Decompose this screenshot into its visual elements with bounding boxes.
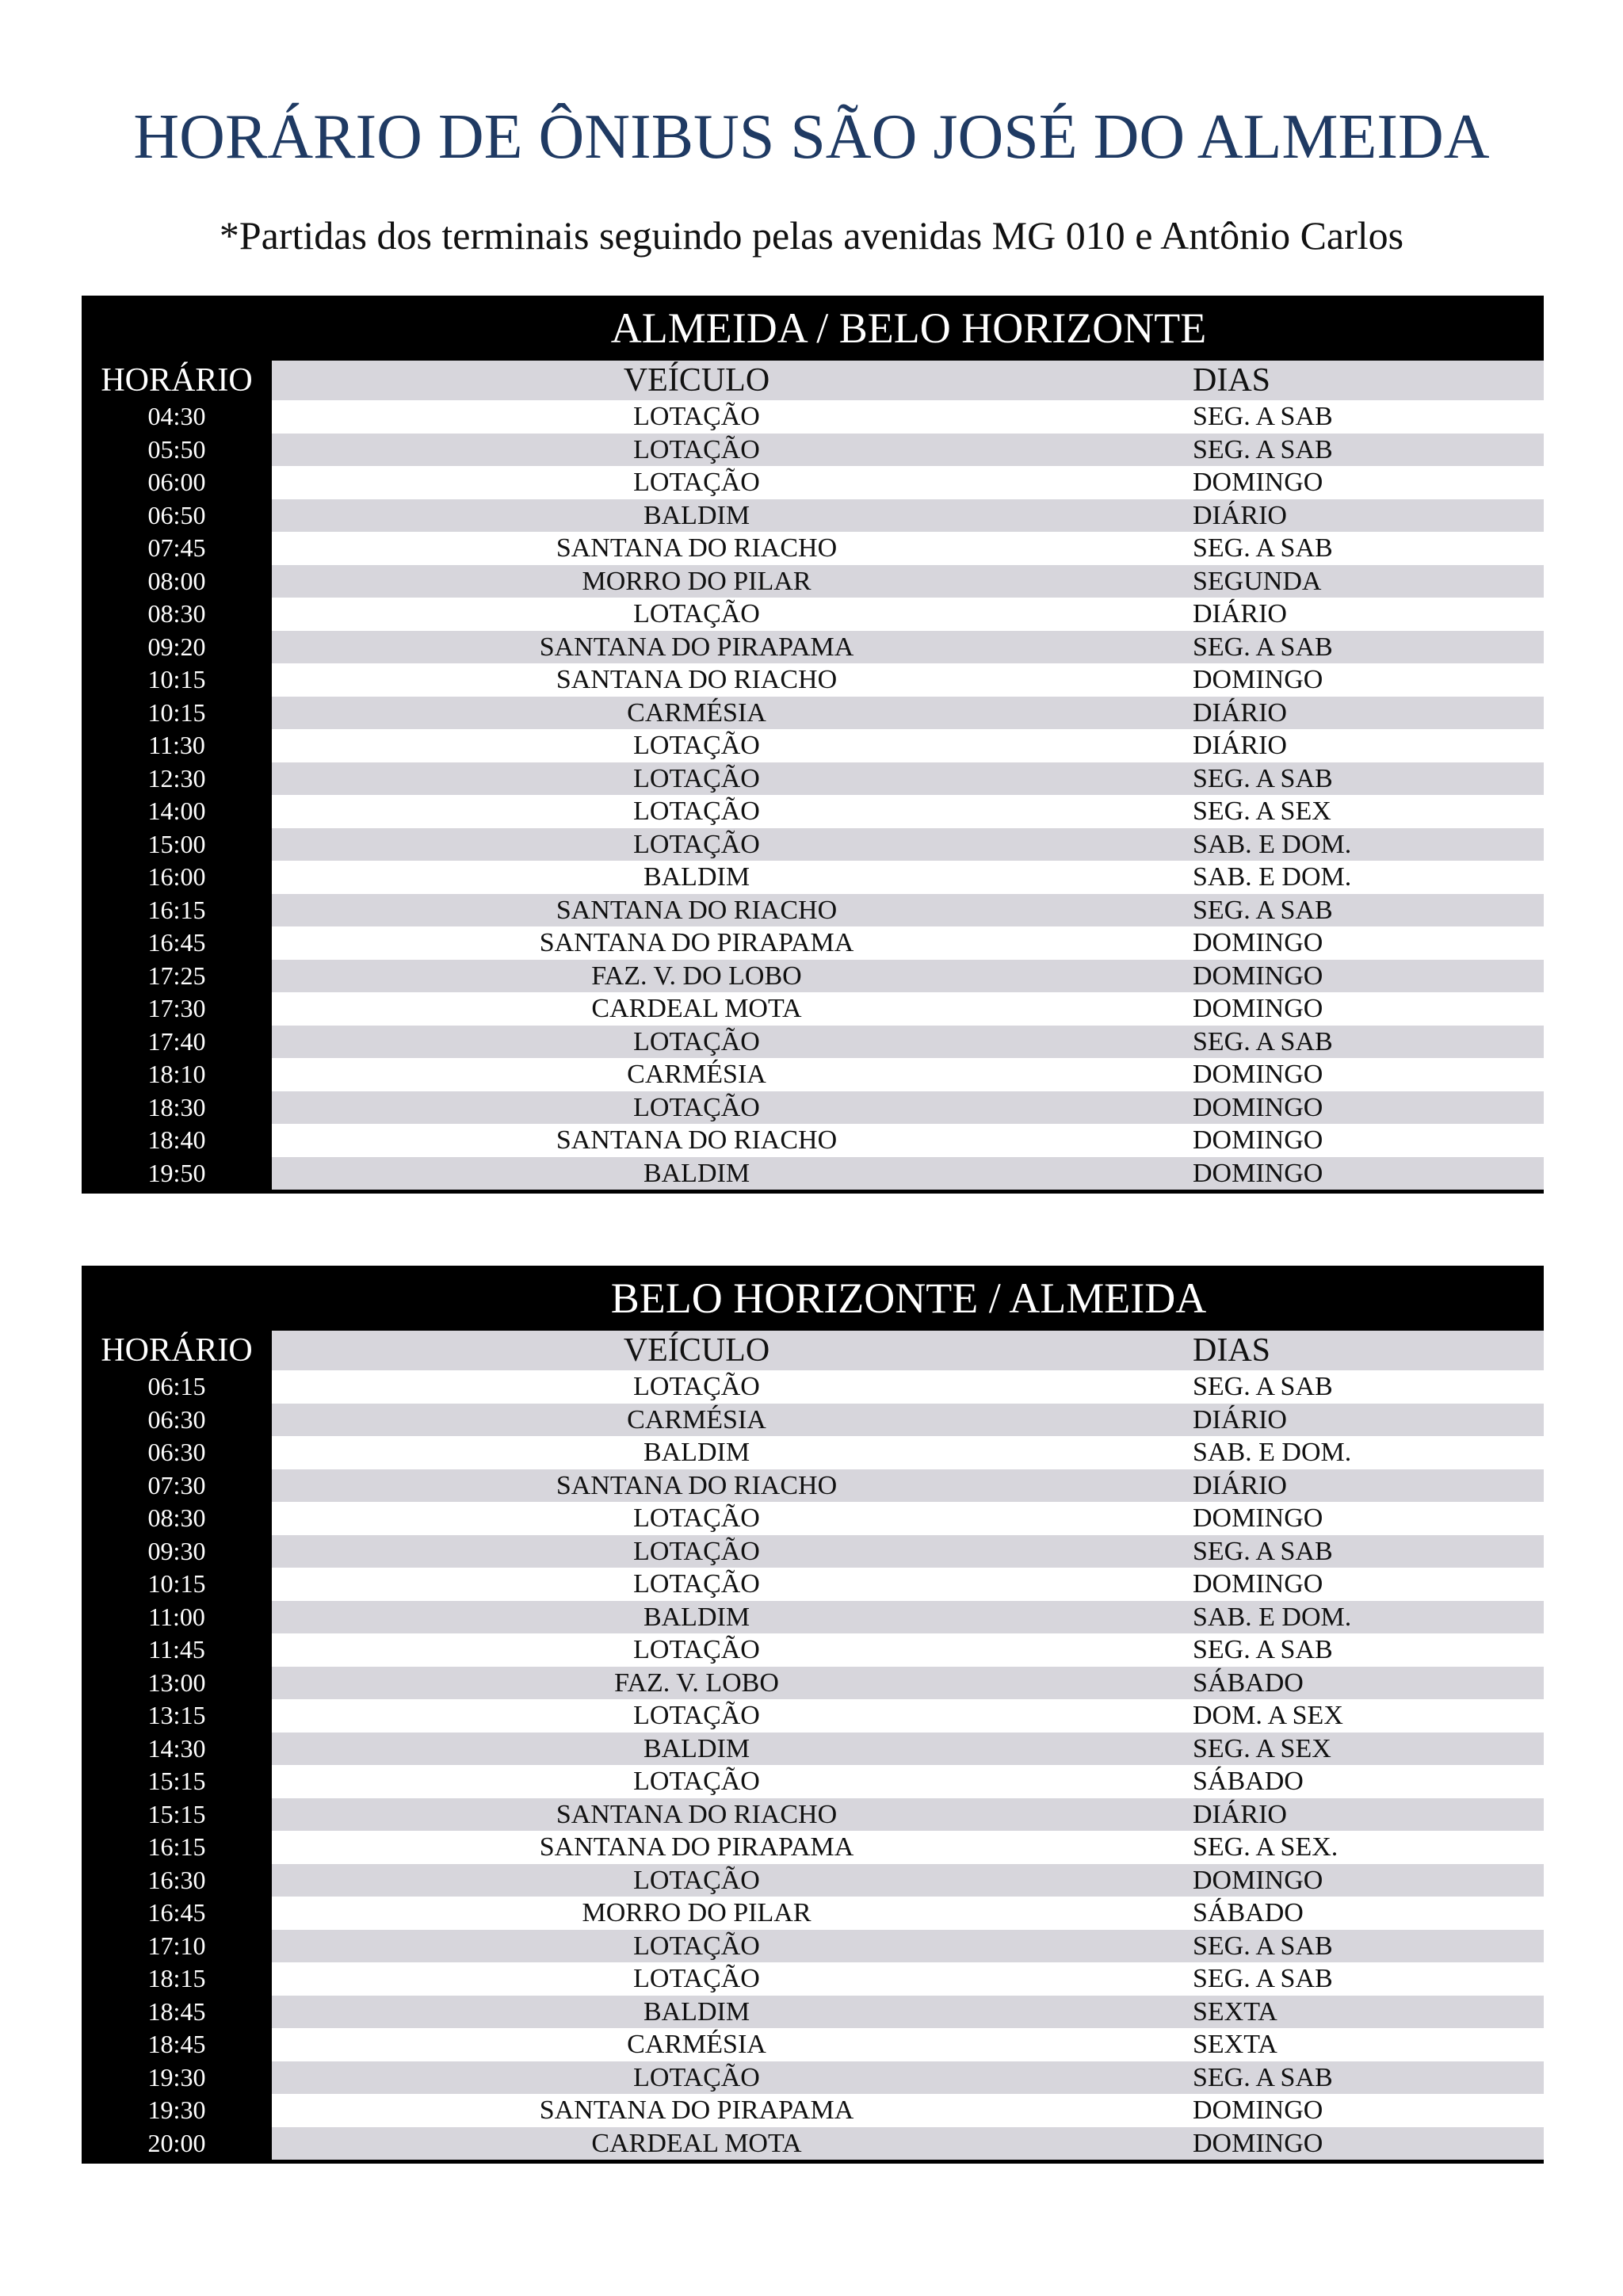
vehicle-name: LOTAÇÃO: [272, 1864, 1121, 1897]
departure-time: 18:45: [82, 1996, 272, 2029]
vehicle-name: LOTAÇÃO: [272, 1370, 1121, 1404]
table-row: [82, 565, 1544, 598]
table-row: [82, 499, 1544, 533]
departure-time: 17:40: [82, 1026, 272, 1059]
departure-time: 08:30: [82, 598, 272, 631]
departure-time: 18:15: [82, 1962, 272, 1996]
header-time: HORÁRIO: [82, 361, 272, 400]
service-days: SEG. A SAB: [1121, 762, 1544, 796]
table-row: [82, 1798, 1544, 1832]
service-days: DOMINGO: [1121, 1157, 1544, 1190]
vehicle-name: BALDIM: [272, 1601, 1121, 1634]
departure-time: 19:50: [82, 1157, 272, 1190]
table-row: [82, 1765, 1544, 1798]
table-row: [82, 1404, 1544, 1437]
table-row: [82, 1962, 1544, 1996]
vehicle-name: SANTANA DO RIACHO: [272, 663, 1121, 697]
service-days: SEG. A SAB: [1121, 1370, 1544, 1404]
departure-time: 14:30: [82, 1733, 272, 1766]
vehicle-name: BALDIM: [272, 1733, 1121, 1766]
table-row: [82, 1601, 1544, 1634]
table-row: [82, 960, 1544, 993]
service-days: SEXTA: [1121, 2028, 1544, 2061]
departure-time: 04:30: [82, 400, 272, 434]
service-days: SÁBADO: [1121, 1667, 1544, 1700]
table-row: [82, 2061, 1544, 2095]
departure-time: 10:15: [82, 663, 272, 697]
table-row: [82, 1124, 1544, 1157]
table-row: [82, 762, 1544, 796]
vehicle-name: LOTAÇÃO: [272, 400, 1121, 434]
departure-time: 16:45: [82, 1897, 272, 1930]
departure-time: 16:30: [82, 1864, 272, 1897]
vehicle-name: MORRO DO PILAR: [272, 565, 1121, 598]
service-days: DOMINGO: [1121, 1124, 1544, 1157]
table-row: [82, 1733, 1544, 1766]
service-days: DIÁRIO: [1121, 729, 1544, 762]
service-days: DOMINGO: [1121, 2127, 1544, 2160]
vehicle-name: CARMÉSIA: [272, 2028, 1121, 2061]
departure-time: 15:00: [82, 828, 272, 861]
service-days: DOMINGO: [1121, 926, 1544, 960]
service-days: SEG. A SAB: [1121, 631, 1544, 664]
table-row: [82, 1996, 1544, 2029]
vehicle-name: FAZ. V. DO LOBO: [272, 960, 1121, 993]
page-title: HORÁRIO DE ÔNIBUS SÃO JOSÉ DO ALMEIDA: [133, 102, 1490, 172]
table-row: [82, 795, 1544, 828]
vehicle-name: LOTAÇÃO: [272, 1502, 1121, 1535]
route-banner: ALMEIDA / BELO HORIZONTE: [82, 296, 1544, 361]
departure-time: 06:15: [82, 1370, 272, 1404]
table-bottom-rule: [82, 1190, 1544, 1194]
departure-time: 17:30: [82, 992, 272, 1026]
vehicle-name: SANTANA DO RIACHO: [272, 532, 1121, 565]
service-days: SAB. E DOM.: [1121, 828, 1544, 861]
departure-time: 07:45: [82, 532, 272, 565]
service-days: DOMINGO: [1121, 1502, 1544, 1535]
table-row: [82, 1026, 1544, 1059]
departure-time: 15:15: [82, 1765, 272, 1798]
route-banner: BELO HORIZONTE / ALMEIDA: [82, 1266, 1544, 1331]
departure-time: 18:10: [82, 1058, 272, 1091]
table-row: [82, 1535, 1544, 1568]
service-days: SEG. A SAB: [1121, 1962, 1544, 1996]
table-row: [82, 1864, 1544, 1897]
table-row: [82, 1058, 1544, 1091]
vehicle-name: SANTANA DO PIRAPAMA: [272, 1831, 1121, 1864]
table-row: [82, 1699, 1544, 1733]
departure-time: 19:30: [82, 2061, 272, 2095]
departure-time: 06:50: [82, 499, 272, 533]
service-days: SAB. E DOM.: [1121, 861, 1544, 894]
departure-time: 17:25: [82, 960, 272, 993]
table-row: [82, 2094, 1544, 2127]
table-header-row: [82, 1331, 1544, 1370]
departure-time: 06:00: [82, 466, 272, 499]
table-row: [82, 532, 1544, 565]
table-body: [82, 400, 1544, 1190]
service-days: SAB. E DOM.: [1121, 1436, 1544, 1469]
service-days: SEGUNDA: [1121, 565, 1544, 598]
header-days: DIAS: [1121, 361, 1544, 400]
service-days: DIÁRIO: [1121, 499, 1544, 533]
table-row: [82, 400, 1544, 434]
vehicle-name: LOTAÇÃO: [272, 828, 1121, 861]
departure-time: 15:15: [82, 1798, 272, 1832]
vehicle-name: BALDIM: [272, 1436, 1121, 1469]
vehicle-name: BALDIM: [272, 1157, 1121, 1190]
departure-time: 08:00: [82, 565, 272, 598]
table-row: [82, 434, 1544, 467]
table-row: [82, 1502, 1544, 1535]
departure-time: 07:30: [82, 1469, 272, 1503]
departure-time: 11:30: [82, 729, 272, 762]
service-days: SEG. A SAB: [1121, 894, 1544, 927]
table-row: [82, 663, 1544, 697]
table-row: [82, 926, 1544, 960]
vehicle-name: LOTAÇÃO: [272, 729, 1121, 762]
service-days: SEG. A SAB: [1121, 532, 1544, 565]
departure-time: 18:45: [82, 2028, 272, 2061]
table-row: [82, 1157, 1544, 1190]
vehicle-name: MORRO DO PILAR: [272, 1897, 1121, 1930]
table-bottom-rule: [82, 2160, 1544, 2164]
vehicle-name: LOTAÇÃO: [272, 434, 1121, 467]
service-days: SEG. A SAB: [1121, 1026, 1544, 1059]
table-row: [82, 2127, 1544, 2160]
table-row: [82, 697, 1544, 730]
departure-time: 06:30: [82, 1436, 272, 1469]
service-days: SEG. A SEX: [1121, 795, 1544, 828]
vehicle-name: SANTANA DO RIACHO: [272, 894, 1121, 927]
service-days: SEG. A SAB: [1121, 1633, 1544, 1667]
departure-time: 10:15: [82, 1568, 272, 1601]
table-header-row: [82, 361, 1544, 400]
service-days: DIÁRIO: [1121, 1404, 1544, 1437]
service-days: SEG. A SEX.: [1121, 1831, 1544, 1864]
header-days: DIAS: [1121, 1331, 1544, 1370]
vehicle-name: LOTAÇÃO: [272, 1765, 1121, 1798]
departure-time: 19:30: [82, 2094, 272, 2127]
table-row: [82, 828, 1544, 861]
service-days: DOMINGO: [1121, 1058, 1544, 1091]
departure-time: 20:00: [82, 2127, 272, 2160]
service-days: DOM. A SEX: [1121, 1699, 1544, 1733]
service-days: DOMINGO: [1121, 2094, 1544, 2127]
service-days: SEG. A SAB: [1121, 1535, 1544, 1568]
departure-time: 06:30: [82, 1404, 272, 1437]
vehicle-name: LOTAÇÃO: [272, 795, 1121, 828]
table-row: [82, 631, 1544, 664]
table-row: [82, 992, 1544, 1026]
table-row: [82, 1091, 1544, 1125]
vehicle-name: SANTANA DO PIRAPAMA: [272, 631, 1121, 664]
vehicle-name: LOTAÇÃO: [272, 598, 1121, 631]
service-days: SEG. A SAB: [1121, 1930, 1544, 1963]
service-days: DOMINGO: [1121, 1864, 1544, 1897]
vehicle-name: BALDIM: [272, 1996, 1121, 2029]
table-row: [82, 729, 1544, 762]
service-days: DIÁRIO: [1121, 697, 1544, 730]
service-days: DOMINGO: [1121, 663, 1544, 697]
departure-time: 16:15: [82, 1831, 272, 1864]
departure-time: 10:15: [82, 697, 272, 730]
service-days: DOMINGO: [1121, 992, 1544, 1026]
departure-time: 16:00: [82, 861, 272, 894]
vehicle-name: LOTAÇÃO: [272, 1026, 1121, 1059]
table-row: [82, 894, 1544, 927]
vehicle-name: BALDIM: [272, 861, 1121, 894]
service-days: DIÁRIO: [1121, 1469, 1544, 1503]
service-days: DIÁRIO: [1121, 1798, 1544, 1832]
table-row: [82, 1667, 1544, 1700]
service-days: DIÁRIO: [1121, 598, 1544, 631]
departure-time: 12:30: [82, 762, 272, 796]
header-vehicle: VEÍCULO: [272, 361, 1121, 400]
header-time: HORÁRIO: [82, 1331, 272, 1370]
vehicle-name: FAZ. V. LOBO: [272, 1667, 1121, 1700]
table-row: [82, 466, 1544, 499]
service-days: DOMINGO: [1121, 1091, 1544, 1125]
vehicle-name: SANTANA DO RIACHO: [272, 1469, 1121, 1503]
vehicle-name: LOTAÇÃO: [272, 1930, 1121, 1963]
departure-time: 11:45: [82, 1633, 272, 1667]
service-days: SEG. A SAB: [1121, 2061, 1544, 2095]
vehicle-name: SANTANA DO RIACHO: [272, 1798, 1121, 1832]
table-body: [82, 1370, 1544, 2160]
vehicle-name: LOTAÇÃO: [272, 1962, 1121, 1996]
departure-time: 11:00: [82, 1601, 272, 1634]
vehicle-name: SANTANA DO PIRAPAMA: [272, 926, 1121, 960]
vehicle-name: CARMÉSIA: [272, 1058, 1121, 1091]
table-row: [82, 861, 1544, 894]
vehicle-name: LOTAÇÃO: [272, 1633, 1121, 1667]
service-days: SAB. E DOM.: [1121, 1601, 1544, 1634]
departure-time: 14:00: [82, 795, 272, 828]
vehicle-name: SANTANA DO PIRAPAMA: [272, 2094, 1121, 2127]
departure-time: 09:30: [82, 1535, 272, 1568]
departure-time: 16:45: [82, 926, 272, 960]
vehicle-name: SANTANA DO RIACHO: [272, 1124, 1121, 1157]
table-row: [82, 1469, 1544, 1503]
vehicle-name: LOTAÇÃO: [272, 1091, 1121, 1125]
table-row: [82, 1370, 1544, 1404]
service-days: SÁBADO: [1121, 1765, 1544, 1798]
schedule-table-bh-almeida: [82, 1266, 1544, 2164]
service-days: DOMINGO: [1121, 1568, 1544, 1601]
vehicle-name: LOTAÇÃO: [272, 466, 1121, 499]
table-row: [82, 1568, 1544, 1601]
vehicle-name: LOTAÇÃO: [272, 1699, 1121, 1733]
vehicle-name: BALDIM: [272, 499, 1121, 533]
service-days: SEG. A SEX: [1121, 1733, 1544, 1766]
departure-time: 08:30: [82, 1502, 272, 1535]
service-days: DOMINGO: [1121, 960, 1544, 993]
vehicle-name: LOTAÇÃO: [272, 1568, 1121, 1601]
departure-time: 13:00: [82, 1667, 272, 1700]
header-vehicle: VEÍCULO: [272, 1331, 1121, 1370]
departure-time: 18:30: [82, 1091, 272, 1125]
table-row: [82, 598, 1544, 631]
schedule-table-almeida-bh: [82, 296, 1544, 1194]
vehicle-name: CARMÉSIA: [272, 1404, 1121, 1437]
table-row: [82, 2028, 1544, 2061]
vehicle-name: CARDEAL MOTA: [272, 2127, 1121, 2160]
service-days: DOMINGO: [1121, 466, 1544, 499]
vehicle-name: LOTAÇÃO: [272, 762, 1121, 796]
departure-time: 18:40: [82, 1124, 272, 1157]
departure-time: 13:15: [82, 1699, 272, 1733]
vehicle-name: LOTAÇÃO: [272, 1535, 1121, 1568]
table-row: [82, 1897, 1544, 1930]
service-days: SEXTA: [1121, 1996, 1544, 2029]
service-days: SEG. A SAB: [1121, 400, 1544, 434]
departure-time: 09:20: [82, 631, 272, 664]
departure-time: 16:15: [82, 894, 272, 927]
service-days: SEG. A SAB: [1121, 434, 1544, 467]
table-row: [82, 1930, 1544, 1963]
departure-time: 05:50: [82, 434, 272, 467]
departure-time: 17:10: [82, 1930, 272, 1963]
vehicle-name: CARMÉSIA: [272, 697, 1121, 730]
table-row: [82, 1436, 1544, 1469]
table-row: [82, 1831, 1544, 1864]
service-days: SÁBADO: [1121, 1897, 1544, 1930]
page-subtitle: *Partidas dos terminais seguindo pelas avenidas MG 010 e Antônio Carlos: [219, 213, 1404, 258]
table-row: [82, 1633, 1544, 1667]
vehicle-name: LOTAÇÃO: [272, 2061, 1121, 2095]
vehicle-name: CARDEAL MOTA: [272, 992, 1121, 1026]
